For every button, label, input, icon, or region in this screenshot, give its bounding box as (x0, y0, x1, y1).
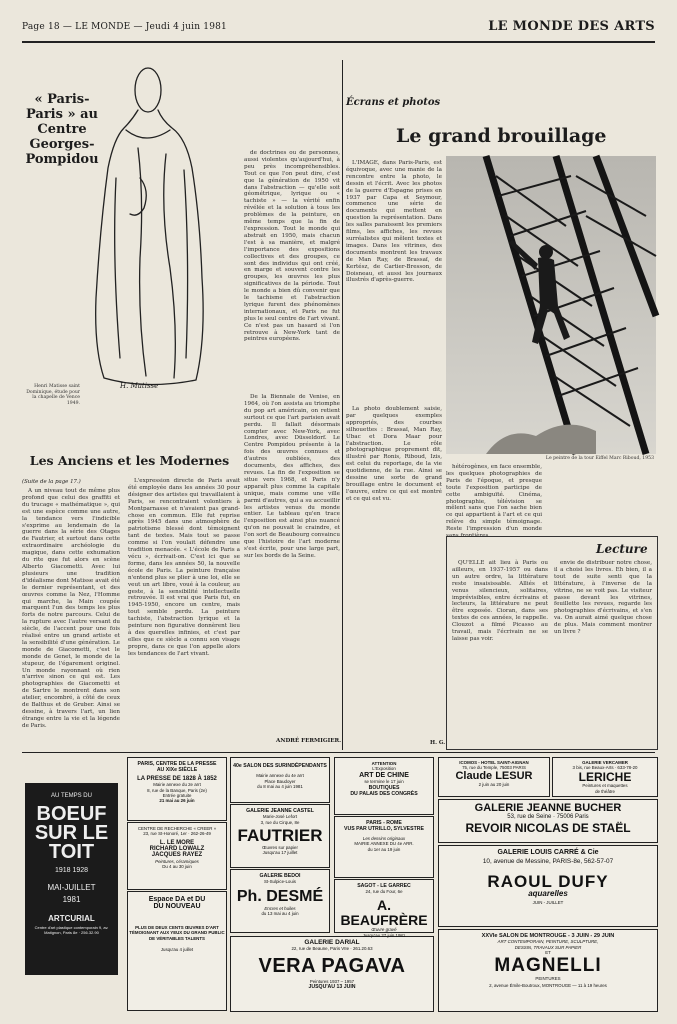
ad-text: Mairie annexe du 4e arrt (256, 773, 304, 779)
ad-boeuf-address: Centre d'art plastique contemporain 9, av. Matignon, Paris 8e · 256.32.90 (34, 925, 109, 935)
ad-text: ICOMOS - HOTEL SAINT-AIGNAN (459, 760, 529, 765)
left-article-column-2: L'expression directe de Paris avait été employée dans les années 30 pour désigner des artistes qui travaillaient à Paris, se rencontraient volontiers à Montparnasse et n'avaient pas grand-chose en commun. Elle fut reprise après 1945 dans une atmosphère de patriotisme blessé dont témoignent tant de textes. Mais tout se passe comme si l'on voulait défendre une tradition menacée. « L'école de Paris a vécu », écrivait-on. C'est ici que se forme, dans les années 50, la nouvelle école de Paris. La peinture française n'entend plus se plier à une loi, elle se veut un art libre, voué à la couleur, au geste, à la sensibilité intellectuelle retrouvée. Il est vrai que Paris fut, en 1945-1950, encore un centre, mais tout semble perdu. La peinture tachiste, l'abstraction lyrique et la peinture non figurative donnèrent lieu à des querelles infinies, et c'est par elles que ce siècle a connu son visage propre, dans ce que l'on appelle alors les tendances de l'art vivant. (128, 478, 240, 657)
photo-caption: Le peintre de la tour Eiffel Marc Riboud, 1953 (545, 456, 654, 461)
ad-text: MAIRIE ANNEXE DU 4e ARR. (354, 841, 414, 847)
ad-boeuf-year: 1981 (62, 895, 81, 904)
ad-text: DU PALAIS DES CONGRÈS (350, 790, 418, 797)
ad-text: VUS PAR UTRILLO, SYLVESTRE (344, 826, 424, 833)
right-article-column-2: La photo doublement saisie, par quelques exemples appropriés, des courbes silhouettes : Brassaï, Man Ray, Ubac et Dora Maar pour l'abstraction. Le rôle photographique proprement dit, illustré par Ronis, Riboud, Izis, est celui du reportage, de la vie quotidienne, de la rue. Ainsi se dessine une sorte de grand brouillage entre le document et l'œuvre, entre ce qui est montré et ce qui est vu. (346, 406, 442, 502)
ad-espace-da (127, 891, 227, 1011)
ads-divider (22, 752, 655, 753)
ad-text: DE VÉRITABLES TALENTS (149, 935, 205, 941)
ad-text: LA PRESSE DE 1828 À 1852 (137, 775, 217, 782)
ad-text: Jusqu'au 27 juin 1981 (362, 932, 406, 938)
ad-text: XXVIe SALON DE MONTROUGE - 3 JUIN - 29 JUIN (481, 933, 615, 939)
ad-text: Claude LESUR (455, 769, 533, 782)
ad-text: REVOIR NICOLAS DE STAËL (465, 820, 631, 835)
ad-text: 3, rue du Cirque, 8e (260, 819, 300, 825)
ad-boeuf-title: BOEUF (36, 803, 107, 825)
drawing-signature: H. Matisse (120, 382, 159, 390)
section-banner: LE MONDE DES ARTS (488, 19, 655, 34)
ad-text: de théâtre (595, 788, 615, 794)
ad-text: GALERIE JEANNE CASTEL (246, 808, 314, 814)
ad-text: Jusqu'au 17 juillet (262, 850, 298, 856)
ad-text: Jusqu'au 4 juillet (160, 946, 194, 952)
ad-text: Peintures et maquettes (582, 783, 628, 789)
ad-text: du 13 mai au 4 juin (261, 911, 299, 917)
ad-text: PARIS, CENTRE DE LA PRESSE (137, 761, 217, 767)
right-article-column-1: L'IMAGE, dans Paris-Paris, est équivoque, avec une manie de la rencontre entre la photo, le dessin et l'écrit. Avec les photos de la guerre d'Espagne prises en 1937 par Capa et Seymour, commence une série de documents qui mettent en question la représentation. Dans les salles paraissent les premiers films, les affiches, les revues surréalistes qui mêlent textes et images. Dans les vitrines, des documents montrent les travaux de Man Ray, de Brassaï, de Kertész, de Cartier-Bresson, de Doisneau, et aussi les journaux illustrés d'après-guerre. (346, 160, 442, 284)
lecture-title: Lecture (596, 542, 648, 556)
left-article-column-4: De la Biennale de Venise, en 1964, où l'on assista au triomphe du pop art américain, on retient surtout ce que l'art parisien avait perdu. Il fallait désormais compter avec New-York, avec Londres, avec Düsseldorf. Le Centre Pompidou présente à la fois des œuvres connues et d'autres oubliées, des documents, des affiches, des revues. La fin de l'exposition se situe vers 1968, et Paris n'y apparaît plus comme la capitale unique, mais comme une ville parmi d'autres, qui a su accueillir les artistes venus du monde entier. Le tableau qu'en trace l'exposition est ainsi plus nuancé qu'on ne pouvait le craindre, et l'on sort de Beaubourg convaincu que l'histoire de l'art moderne s'est écrite, pour une large part, sur les bords de la Seine. (244, 394, 340, 730)
left-article-column-1: A un niveau tout de même plus profond que celui des graffiti et du trucage « mathématique », qui est une espèce comme une autre, la tendance vers l'indicible s'exprime au lendemain de la guerre dans la série des Otages de Fautrier, et surtout dans cette extraordinaire archéologie du magique, dans cette exhumation du rite que fut alors en scène Alberto Giacometti. Avec lui plusieurs une tradition d'idéalisme dont Matisse avait été le dernier représentant, et des œuvres comme la Nez, l'Homme qui marche, la Main coupée marquent l'un des temps les plus forts de notre parcours. Celui de la rupture avec l'autre versant du siècle, de l'accent pour une fois réalisé entre un grand artiste et la sensibilité d'une génération. Le monde de Giacometti, c'est le monde de Genet, le monde de la stupeur, de l'égarement originel. Un monde rayonnant où rien n'arrive sinon ce qui est. Les photographies de Giacometti et de Sartre le montrent dans son atelier, encombré, à côté de ceux de Balthus et de Gruber. Ainsi se dessine, à travers l'art, un lien étrange entre la vie et la légende de Paris. (22, 488, 120, 729)
right-headline: Le grand brouillage (396, 125, 607, 147)
ad-boeuf-sur-le-toit (25, 783, 118, 975)
ad-text: 8, rue de la Banque, Paris (2e) (147, 787, 207, 793)
lecture-column-1: QU'ELLE ait lieu à Paris ou ailleurs, en 1937-1957 ou dans un autre ordre, la littérature reste insaisissable. Alliés et venus silencieux, solitaires, imprévisibles, entre écrivains et lecteurs, la littérature ne peut être exposée. Cioran, dans ses textes de ces années, le rappelle. Clouzot a filmé Picasso au travail, mais l'écrivain ne se laisse pas voir. (452, 560, 548, 642)
ad-text: ET (545, 950, 551, 956)
ad-claude-lesur (438, 757, 550, 797)
ad-artcurial-logo: ARTCURIAL (48, 914, 95, 923)
right-article-author: H. G. (430, 740, 446, 746)
ad-text: Peintures 1937 – 1957 (309, 978, 355, 984)
ad-text: St-Sulpice-Louis (264, 879, 296, 885)
ad-text: LERICHE (578, 769, 632, 784)
ad-text: GALERIE LOUIS CARRÉ & Cie (497, 849, 599, 856)
ad-text: Encres et huiles (264, 905, 296, 911)
ad-jeanne-bucher (438, 799, 658, 843)
ad-text: Les dessins originaux (362, 835, 406, 841)
ad-text: ATTENTION (371, 761, 397, 766)
ad-text: Œuvres sur papier (262, 845, 298, 851)
ad-text: Espace DA et DU (148, 896, 206, 903)
ad-text: GALERIE JEANNE BUCHER (474, 802, 622, 814)
ad-text: BOUTIQUES (368, 784, 400, 791)
ad-presse-xixe (127, 757, 227, 821)
ad-text: aquarelles (528, 888, 568, 898)
ad-text: GALERIE BEDOI (259, 873, 301, 879)
ad-text: 22, rue de Beaune, Paris VIIe · 261.20.63 (291, 946, 373, 952)
ad-raoul-dufy (438, 845, 658, 927)
ad-boeuf-line: AU TEMPS DU (51, 793, 92, 799)
ad-text: Mairie annexe du 2e arrt (153, 782, 201, 788)
ad-text: RICHARD LOWALZ (149, 846, 205, 853)
header-rule (22, 41, 655, 43)
eiffel-tower-photo (446, 156, 656, 454)
ad-text: SAGOT - LE GARREC (357, 883, 411, 889)
ad-text: L'Exposition (372, 766, 396, 772)
ad-magnelli (438, 929, 658, 1012)
ad-text: VERA PAGAVA (258, 954, 406, 977)
ad-text: ART CONTEMPORAIN, PEINTURE, SCULPTURE, (497, 939, 599, 945)
ad-art-de-chine (334, 757, 434, 815)
ad-text: 21 mai au 26 juin (159, 798, 195, 804)
ad-text: se termine le 17 juin (364, 779, 404, 785)
ad-text: RAOUL DUFY (487, 871, 609, 891)
ad-text: TÉMOIGNANT AUX YEUX DU GRAND PUBLIC (129, 930, 225, 936)
left-article-column-3: de doctrines ou de personnes, aussi violentes qu'aujourd'hui, à peu près incompréhensibles. Tout ce que l'on peut dire, c'est que la génération de 1950 vit dans l'abstraction — qu'elle soit géométrique, lyrique ou « tachiste » — la vérité enfin révélée et la solution à tous les problèmes de la peinture, en même temps que la fin de l'expression. Tout le monde qui abstrait en 1950, mais chacun l'est à sa manière, et malgré l'importance des expositions collectives et des groupes, ce sont des individus qui ont créé, en marge et souvent contre les groupes, les œuvres les plus significatives de la période. Tout le monde a bien dû convenir que le tachisme et l'abstraction lyrique furent des phénomènes internationaux, et Paris ne fut plus le seul centre de l'art vivant. Ce n'est pas un hasard si l'on retrouve à New-York tant de peintres européens. (244, 150, 340, 343)
ad-creer (127, 822, 227, 890)
ad-text: 24, rue du Four, 6e (365, 889, 403, 895)
ad-leriche (552, 757, 658, 797)
ad-text: PARIS - ROME (366, 820, 402, 826)
right-kicker: Écrans et photos (346, 97, 441, 108)
lecture-column-2: envie de distribuer notre chose, il a choisi les livres. Eh bien, il a tout de suite senti que la littérature, à l'inverse de la vitrine, ne se voit pas. Le visiteur passe devant les vitrines, feuillette les revues, regarde les photographies d'écrivains, et s'en va. On aurait aimé quelque chose de plus. Mais comment montrer un livre ? (554, 560, 652, 636)
ad-text: A. BEAUFRÈRE (340, 896, 428, 928)
section-title: Les Anciens et les Modernes (29, 453, 230, 468)
ad-boeuf-years: 1918 1928 (54, 867, 89, 874)
ad-text: CENTRE DE RECHERCHE « CREER » (137, 826, 217, 831)
ad-text: 10, avenue de Messine, PARIS-8e, 562-57-07 (482, 858, 614, 866)
ad-vera-pagava (230, 936, 434, 1012)
ad-text: GALERIE VERCAMER (582, 760, 628, 765)
ad-text: 2, avenue Émile-Boutroux, MONTROUGE — 11 à 19 heures (489, 982, 607, 988)
ad-text: JUSQU'AU 13 JUIN (308, 984, 356, 991)
page-header-left: Page 18 — LE MONDE — Jeudi 4 juin 1981 (22, 22, 227, 32)
ad-text: MAGNELLI (494, 954, 602, 976)
ad-text: 23, rue St-Honoré, 1er · 262-26-49 (143, 831, 211, 837)
right-article-column-3: hétérogènes, en face ensemble, les quelques photographies de Paris de l'époque, et presque toute l'exposition participe de cette ambiguïté. Cinéma, photographie, télévision se mêlent sans que l'on sache bien ce qui appartient à l'art et ce qui relève du simple témoignage. Reste l'impression d'un monde sans frontières. (446, 464, 542, 540)
ad-beaufrere (334, 879, 434, 938)
ad-boeuf-dates: MAI-JUILLET (47, 883, 96, 892)
ad-salon-surindependants (230, 757, 330, 803)
ad-text: PEINTURES (535, 975, 561, 981)
ad-text: AU XIXe SIÈCLE (156, 767, 198, 774)
ad-text: FAUTRIER (237, 826, 323, 846)
ad-text: PLUS DE DEUX CENTS ŒUVRES D'ART (135, 924, 219, 930)
ad-text: Œuvre gravé (371, 927, 397, 933)
ad-text: GALERIE DARIAL (304, 939, 360, 946)
ad-text: JACQUES RAYEZ (151, 852, 203, 859)
ad-text: 2 juin au 20 juin (478, 782, 510, 788)
ad-text: DESSIN, TRAVAUX SUR PAPIER (514, 944, 582, 950)
ad-text: JUIN - JUILLET (532, 900, 564, 906)
ad-boeuf-title-2: SUR LE (34, 822, 109, 844)
ad-text: 3 bis, rue Beaux-Arts · 633-78-20 (572, 765, 638, 771)
ad-fautrier (230, 804, 330, 868)
ad-text: 40e SALON DES SURINDÉPENDANTS (233, 763, 327, 769)
ad-text: 75, rue du Temple, 75003 PARIS (462, 765, 526, 771)
ad-text: Peintures, céramiques (155, 858, 199, 864)
ad-text: Du 4 au 30 juin (162, 864, 192, 870)
ad-text: Ph. DESMÉ (236, 887, 324, 905)
ad-text: DU NOUVEAU (153, 903, 201, 911)
ad-text: du 8 mai au 4 juin 1981 (257, 784, 303, 790)
ad-text: du 1er au 19 juin (367, 846, 401, 852)
ad-text: Entrée gratuite (162, 792, 192, 798)
left-headline: « Paris-Paris » au Centre Georges-Pompidou (25, 92, 99, 167)
left-article-author: ANDRÉ FERMIGIER. (276, 738, 342, 744)
matisse-drawing (86, 58, 226, 408)
ad-desme (230, 869, 330, 933)
ad-text: Place Baudoyer (264, 778, 296, 784)
ad-text: 53, rue de Seine · 75006 Paris (507, 813, 589, 820)
ad-text: ART DE CHINE (359, 771, 409, 779)
column-divider (342, 60, 343, 750)
ad-boeuf-title-3: TOIT (48, 841, 95, 863)
article-subtitle: (Suite de la page 17.) (22, 479, 81, 485)
ad-text: L. LE MORE (159, 839, 195, 846)
ad-text: Marie-José Lefort (262, 814, 298, 820)
ad-paris-rome (334, 816, 434, 878)
drawing-caption: Henri Matisse saint Dominique, étude pour la chapelle de Vence 1949. (26, 384, 80, 406)
